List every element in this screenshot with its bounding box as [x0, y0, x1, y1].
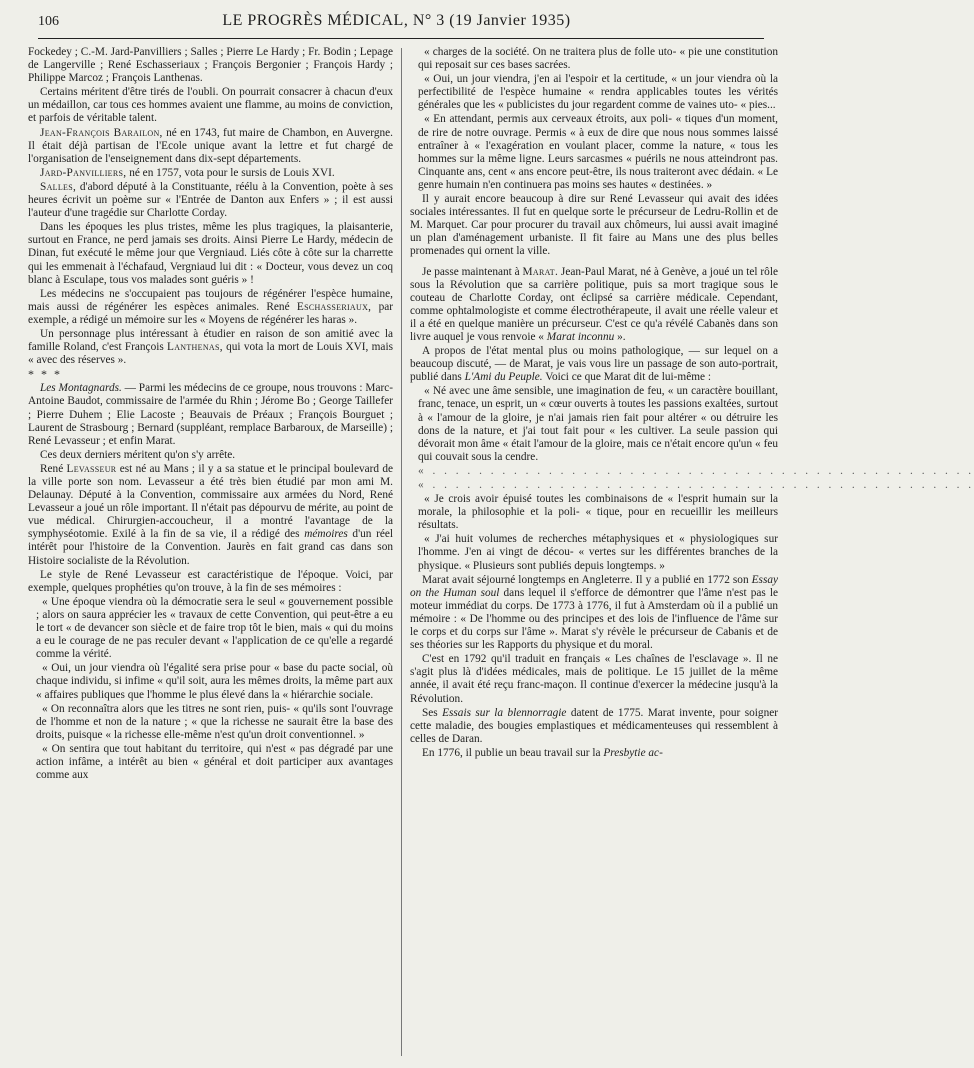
quotation: « Oui, un jour viendra où l'égalité sera prise pour « base du pacte social, où chaque individu, si infime « qu'il soit, aura les mêmes droits, la même part aux « affaires publiques que l'homme le plus élevé dans la « hiérarchie sociale. — [36, 662, 393, 701]
ellipsis-line: « . . . . . . . . . . . . . . . . . . . . . . . . . . . . . . . . . . . . . . . . . . . . . . . — [418, 464, 974, 477]
paragraph: Jean-François Barailon, né en 1743, fut maire de Chambon, en Auvergne. Il était déjà partisan de l'Ecole unique avant la lettre et fut chargé de l'organisation de l'enseignement dans dix-sept départements. — [28, 126, 393, 165]
paragraph: Les Montagnards. — Parmi les médecins de ce groupe, nous trouvons : Marc-Antoine Baudot, commissaire de l'armée du Rhin ; Jérome Bo ; George Taillefer ; Pierre Duhem ; Elie Lacoste ; Beauvais de Préaux ; François Bourguet ; Laurent de Strasbourg ; Bernard (suppléant, remplace Barbaroux, de Marseille) ; René Levasseur ; et enfin Marat. — [28, 382, 394, 447]
paragraph: Marat avait séjourné longtemps en Angleterre. Il y a publié en 1772 son Essay on the Human soul dans lequel il s'efforce de démontrer que l'âme n'est pas le moteur immédiat du corps. De 1773 à 1776, il fut à Amsterdam où il a publié un mémoire : « De l'homme ou des principes et des lois de l'influence de l'âme sur le corps et du corps sur l'âme ». Marat s'y révèle le précurseur de Cabanis et de ses théories sur les Rapports du physique et du moral. — [410, 573, 778, 652]
right-column — [410, 46, 974, 1056]
page-header — [38, 12, 764, 39]
journal-title: LE PROGRÈS MÉDICAL, N° 3 (19 Janvier 1935) — [222, 12, 571, 29]
person-name: Eschasseriaux, — [296, 300, 372, 313]
column-divider — [401, 48, 402, 1056]
book-title: Essay on the Human soul — [410, 573, 778, 599]
paragraph: Fockedey ; C.-M. Jard-Panvilliers ; Salles ; Pierre Le Hardy ; Fr. Bodin ; Lepage de Langerville ; René Eschasseriaux ; François Bergonier ; François Hardy ; Philippe Marcoz ; François Lanthenas. — [28, 46, 393, 85]
quotation: « Une époque viendra où la démocratie sera le seul « gouvernement possible ; alors on saura apprécier les « travaux de cette Convention, qui peut-être a eu le tort « de devancer son siècle et de faire trop tôt le bien, mais « qui du moins a eu le courage de ne pas reculer devant « l'application de ce qu'elle a regardé comme la vérité. — [36, 595, 393, 661]
paragraph: Le style de René Levasseur est caractéristique de l'époque. Voici, par exemple, quelques prophéties qu'on trouve, à la fin de ses mémoires : — [28, 568, 393, 594]
paragraph: Un personnage plus intéressant à étudier en raison de son amitié avec la famille Roland, c'est François Lanthenas, qui vota la mort de Louis XVI, mais « avec des réserves ». — [28, 327, 393, 367]
quotation: « En attendant, permis aux cerveaux étroits, aux poli- « tiques d'un moment, de rire de notre ouvrage. Permis « à eux de dire que nous nous sommes laissé entraîner à « l'exagération en voulant placer, comme la nature, « tous les hommes sur la même ligne. Leurs sarcasmes « puérils ne nous atteindront pas. Cinquante ans, cent « ans encore peut-être, ils nous traiteront avec dédain. « Le genre humain n'en continuera pas moins ses hautes « destinées. » — [418, 113, 778, 191]
paragraph: Ces deux derniers méritent qu'on s'y arrête. — [40, 448, 236, 461]
book-title: Presbytie ac- — [603, 746, 663, 759]
book-title: Essais sur la blennorragie — [442, 706, 567, 719]
paragraph: René Levasseur est né au Mans ; il y a sa statue et le principal boulevard de la ville porte son nom. Levasseur a été très bien étudié par mon ami M. Delaunay. Député à la Convention, commissaire aux armées du Nord, René Levasseur a joué un rôle important. Il n'était pas dépourvu de mérite, au point de vue médical. Chirurgien-accoucheur, il a montré l'avantage de la symphyséotomie. Exilé à la fin de sa vie, il a rédigé des mémoires d'un réel intérêt pour l'histoire de la Convention. Jaurès en fait grand cas dans son Histoire socialiste de la Révolution. — [28, 462, 393, 567]
paragraph: Dans les époques les plus tristes, même les plus tragiques, la plaisanterie, surtout en France, ne perd jamais ses droits. Ainsi Pierre Le Hardy, médecin de Dinan, fut exécuté le même jour que Vergniaud. Liés côte à côte sur la charrette qui les emmenait à l'échafaud, Vergniaud lui dit : « Docteur, vous devez un coq blanc à Esculape, tous vos malades sont guéris » ! — [28, 221, 393, 286]
quotation: « Né avec une âme sensible, une imagination de feu, « un caractère bouillant, franc, tenace, un esprit, un « cœur ouverts à toutes les passions exaltées, surtout à « l'amour de la gloire, je n'ai jamais rien fait pour altérer « ou détruire les dons de la nature, et j'ai tout fait pour « les cultiver. La seule passion qui dévorait mon âme « était l'amour de la gloire, mais ce n'était encore qu'un « feu qui couvait sous la cendre. — [418, 385, 778, 463]
left-column — [28, 46, 393, 1056]
paragraph: Certains méritent d'être tirés de l'oubli. On pourrait consacrer à chacun d'eux un médaillon, car tous ces hommes avaient une flamme, au moins de conviction, et parfois de véritable talent. — [28, 86, 393, 125]
page-number: 106 — [38, 14, 59, 29]
quotation: « J'ai huit volumes de recherches métaphysiques et « physiologiques sur l'homme. J'en ai vingt de décou- « vertes sur les différentes branches de la physique. « Plusieurs sont publiés depuis longtemps. » — [418, 533, 778, 572]
quotation: « Oui, un jour viendra, j'en ai l'espoir et la certitude, « un jour viendra où la perfectibilité de l'espèce humaine « rendra applicables toutes les vérités générales que les « publicistes du jour regardent comme de vaines uto- « pies... — [418, 73, 778, 112]
paragraph: En 1776, il publie un beau travail sur la Presbytie ac- — [422, 746, 663, 759]
person-name: Jard-Panvilliers, — [40, 166, 127, 179]
person-name: Jean-François Barailon, — [40, 126, 163, 139]
quotation: « On reconnaîtra alors que les titres ne sont rien, puis- « qu'ils sont l'ouvrage de l'homme et non de la nature ; « que la richesse ne saurait être la base des droits, puisque « la richesse elle-même n'est qu'un droit conventionnel. » — [36, 702, 393, 741]
quotation: « charges de la société. On ne traitera plus de folle uto- « pie une constitution qui reposait sur ces bases sacrées. — [418, 46, 778, 72]
ellipsis-line: « . . . . . . . . . . . . . . . . . . . . . . . . . . . . . . . . . . . . . . . . . . . . . . . — [418, 479, 974, 491]
paragraph: Les médecins ne s'occupaient pas toujours de régénérer l'espèce humaine, mais aussi de régénérer les espèces animales. René Eschasseriaux, par exemple, a rédigé un mémoire sur les « Moyens de régénérer les haras ». — [28, 287, 394, 326]
quotation: « On sentira que tout habitant du territoire, qui n'est « pas dégradé par une action infâme, a intérêt au bien « général et doit participer aux avantages comme aux — [36, 742, 393, 782]
paragraph: C'est en 1792 qu'il traduit en français « Les chaînes de l'esclavage ». Il ne s'agit plus là d'idées médicales, mais de politique. Le 15 juillet de la même année, il avait été reçu franc-maçon. Il continue d'exercer la médecine jusqu'à la Révolution. — [410, 653, 778, 705]
person-name: Levasseur — [66, 462, 117, 475]
section-separator: * * * — [28, 367, 62, 382]
paragraph: Il y aurait encore beaucoup à dire sur René Levasseur qui avait des idées sociales intéressantes. Il fut en quelque sorte le précurseur de Ledru-Rollin et de M. Marquet. Car pour procurer du travail aux chômeurs, lui aussi avait imaginé un plan d'aménagement urbaniste. Il fit faire au Mans une des plus belles promenades qui ornent la ville. — [410, 193, 778, 258]
person-name: Marat. — [522, 265, 559, 278]
paragraph: Salles, d'abord député à la Constituante, réélu à la Convention, poète à ses heures écrivit un poème sur « l'Entrée de Danton aux Enfers » ; il est aussi l'auteur d'une tragédie sur Charlotte Corday. — [28, 180, 393, 220]
paragraph: A propos de l'état mental plus ou moins pathologique, — sur lequel on a beaucoup discuté, — de Marat, je vais vous lire un passage de son auto-portrait, publié dans L'Ami du Peuple. Voici ce que Marat dit de lui-même : — [410, 345, 778, 384]
section-heading: Les Montagnards. — [40, 382, 122, 395]
person-name: Lanthenas, — [167, 341, 223, 354]
quotation: « Je crois avoir épuisé toutes les combinaisons de « l'esprit humain sur la morale, la philosophie et la poli- « tique, pour en recueillir les meilleurs résultats. — [418, 493, 778, 532]
paragraph: Je passe maintenant à Marat. Jean-Paul Marat, né à Genève, a joué un tel rôle sous la Révolution que sa carrière politique, puis sa mort tragique sous le couteau de Charlotte Corday, ont éclipsé sa carrière médicale. Cependant, comme ophtalmologiste et comme électrothérapeute, il avait une réelle valeur et il a été en quelque manière un précurseur. C'est ce qu'a révélé Cabanès dans son livre auquel je vous renvoie « Marat inconnu ». — [410, 265, 778, 343]
paragraph: Jard-Panvilliers, né en 1757, vota pour le sursis de Louis XVI. — [40, 166, 335, 179]
paragraph: Ses Essais sur la blennorragie datent de 1775. Marat invente, pour soigner cette maladie, des bougies emplastiques et médicamenteuses qui ressemblent à celles de Daran. — [410, 706, 778, 745]
person-name: Salles, — [40, 180, 77, 193]
